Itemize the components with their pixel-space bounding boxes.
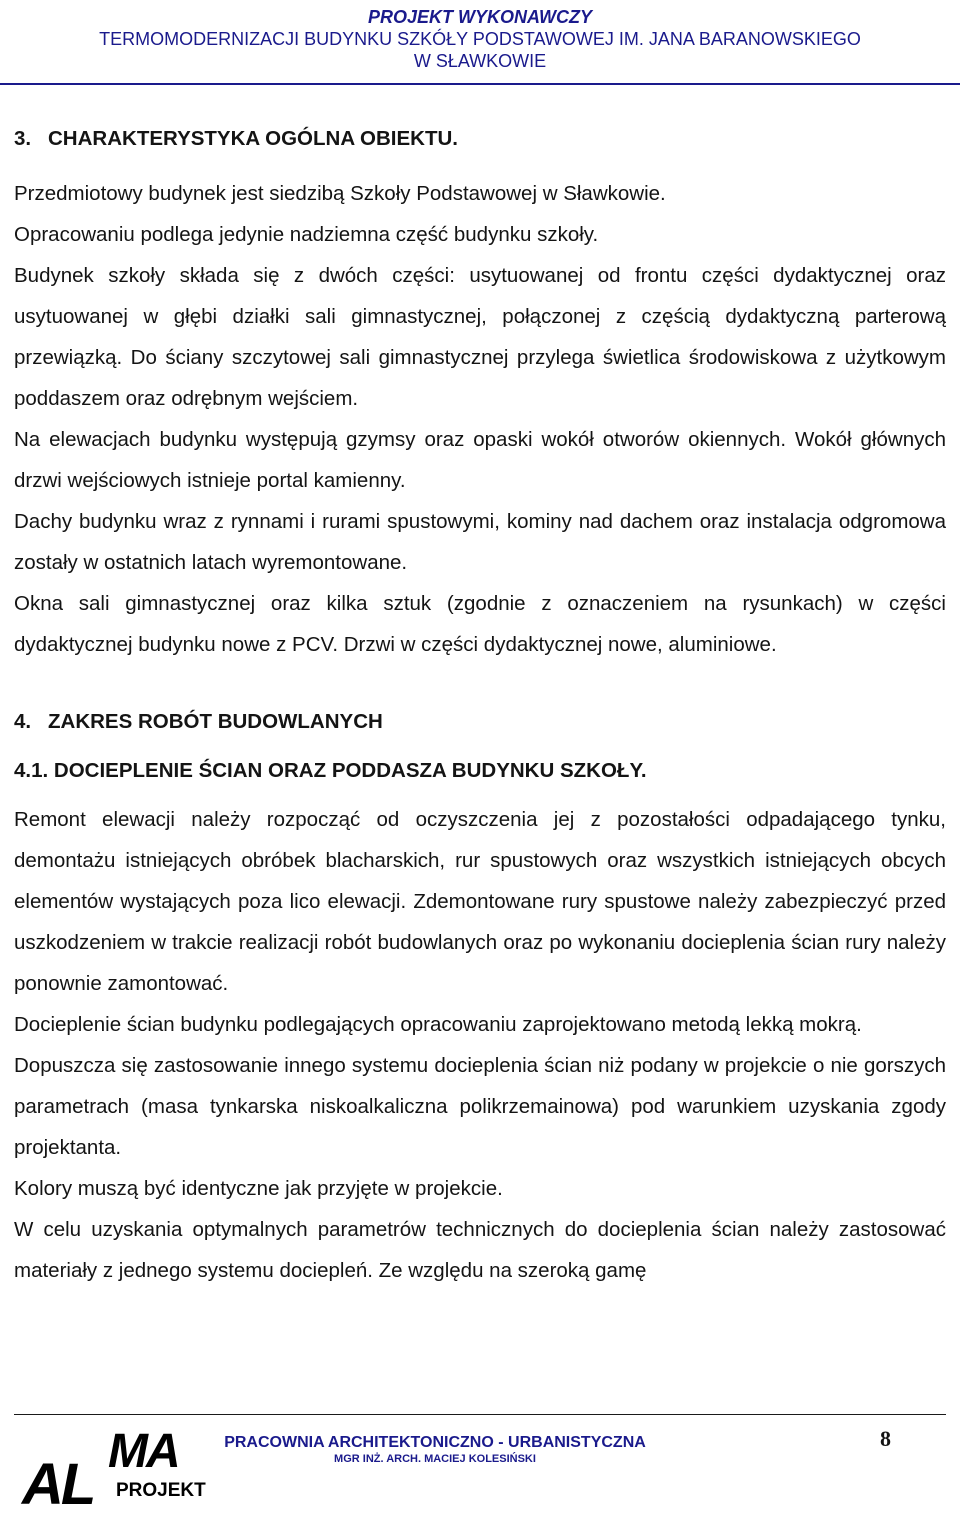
document-subtitle-line1: TERMOMODERNIZACJI BUDYNKU SZKÓŁY PODSTAWOWEJ IM. JANA BARANOWSKIEGO — [99, 29, 861, 49]
header-divider — [0, 83, 960, 85]
section-4-paragraph: Kolory muszą być identyczne jak przyjęte w projekcie. — [14, 1177, 503, 1200]
section-3-title: CHARAKTERYSTYKA OGÓLNA OBIEKTU. — [48, 127, 458, 150]
page-header — [0, 6, 960, 72]
subsection-4-1-number: 4.1. — [14, 759, 49, 782]
footer-studio — [200, 1434, 670, 1466]
section-3-paragraph: Na elewacjach budynku występują gzymsy oraz opaski wokół otworów okiennych. Wokół głównych drzwi wejściowych istnieje portal kamienny. — [14, 428, 946, 492]
section-3-paragraph: Okna sali gimnastycznej oraz kilka sztuk (zgodnie z oznaczeniem na rysunkach) w części dydaktycznej budynku nowe z PCV. Drzwi w części dydaktycznej nowe, aluminiowe. — [14, 592, 946, 656]
logo-projekt-text: PROJEKT — [116, 1480, 206, 1501]
studio-name: PRACOWNIA ARCHITEKTONICZNO - URBANISTYCZNA — [224, 1434, 646, 1451]
section-3-paragraph: Przedmiotowy budynek jest siedzibą Szkoły Podstawowej w Sławkowie. — [14, 182, 666, 205]
subsection-4-1-title: DOCIEPLENIE ŚCIAN ORAZ PODDASZA BUDYNKU SZKOŁY. — [53, 759, 647, 782]
section-3-paragraph: Opracowaniu podlega jedynie nadziemna część budynku szkoły. — [14, 223, 599, 246]
section-4-title: ZAKRES ROBÓT BUDOWLANYCH — [48, 710, 383, 733]
section-4-paragraph: Dopuszcza się zastosowanie innego systemu docieplenia ścian niż podany w projekcie o nie gorszych parametrach (masa tynkarska niskoalkaliczna polikrzemainowa) pod warunkiem uzyskania zgody projektanta. — [14, 1054, 946, 1159]
studio-author: MGR INŻ. ARCH. MACIEJ KOLESIŃSKI — [334, 1453, 536, 1465]
document-subtitle-line2: W SŁAWKOWIE — [413, 51, 547, 71]
logo-al-text: AL — [22, 1452, 94, 1517]
section-4-paragraph: W celu uzyskania optymalnych parametrów technicznych do docieplenia ścian należy zastosować materiały z jednego systemu dociepleń. Ze względu na szeroką gamę — [14, 1218, 946, 1282]
section-3-paragraph: Budynek szkoły składa się z dwóch części: usytuowanej od frontu części dydaktycznej oraz usytuowanej w głębi działki sali gimnastycznej, połączonej z częścią dydaktyczną parterową przewiązką. Do ściany szczytowej sali gimnastycznej przylega świetlica środowiskowa z użytkowym poddaszem oraz odrębnym wejściem. — [14, 264, 946, 410]
almaprojekt-logo — [22, 1425, 212, 1517]
section-3-heading — [14, 118, 946, 159]
section-3-paragraph: Dachy budynku wraz z rynnami i rurami spustowymi, kominy nad dachem oraz instalacja odgromowa zostały w ostatnich latach wyremontowane. — [14, 510, 946, 574]
logo-ma-text: MA — [108, 1425, 179, 1478]
page-number: 8 — [880, 1426, 891, 1451]
section-4-heading — [14, 701, 946, 742]
section-4-paragraph: Remont elewacji należy rozpocząć od oczyszczenia jej z pozostałości odpadającego tynku, demontażu istniejących obróbek blacharskich, rur spustowych oraz wszystkich istniejących obcych elementów wystających poza lico elewacji. Zdemontowane rury spustowe należy zabezpieczyć przed uszkodzeniem w trakcie realizacji robót budowlanych oraz po wykonaniu docieplenia ścian rury należy ponownie zamontować. — [14, 808, 946, 995]
document-body — [14, 118, 946, 1291]
subsection-4-1-heading — [14, 750, 946, 791]
section-4-paragraph: Docieplenie ścian budynku podlegających opracowaniu zaprojektowano metodą lekką mokrą. — [14, 1013, 862, 1036]
section-3-number: 3. — [14, 127, 32, 150]
footer-divider — [14, 1414, 946, 1415]
document-title: PROJEKT WYKONAWCZY — [367, 7, 592, 27]
section-4-number: 4. — [14, 710, 32, 733]
